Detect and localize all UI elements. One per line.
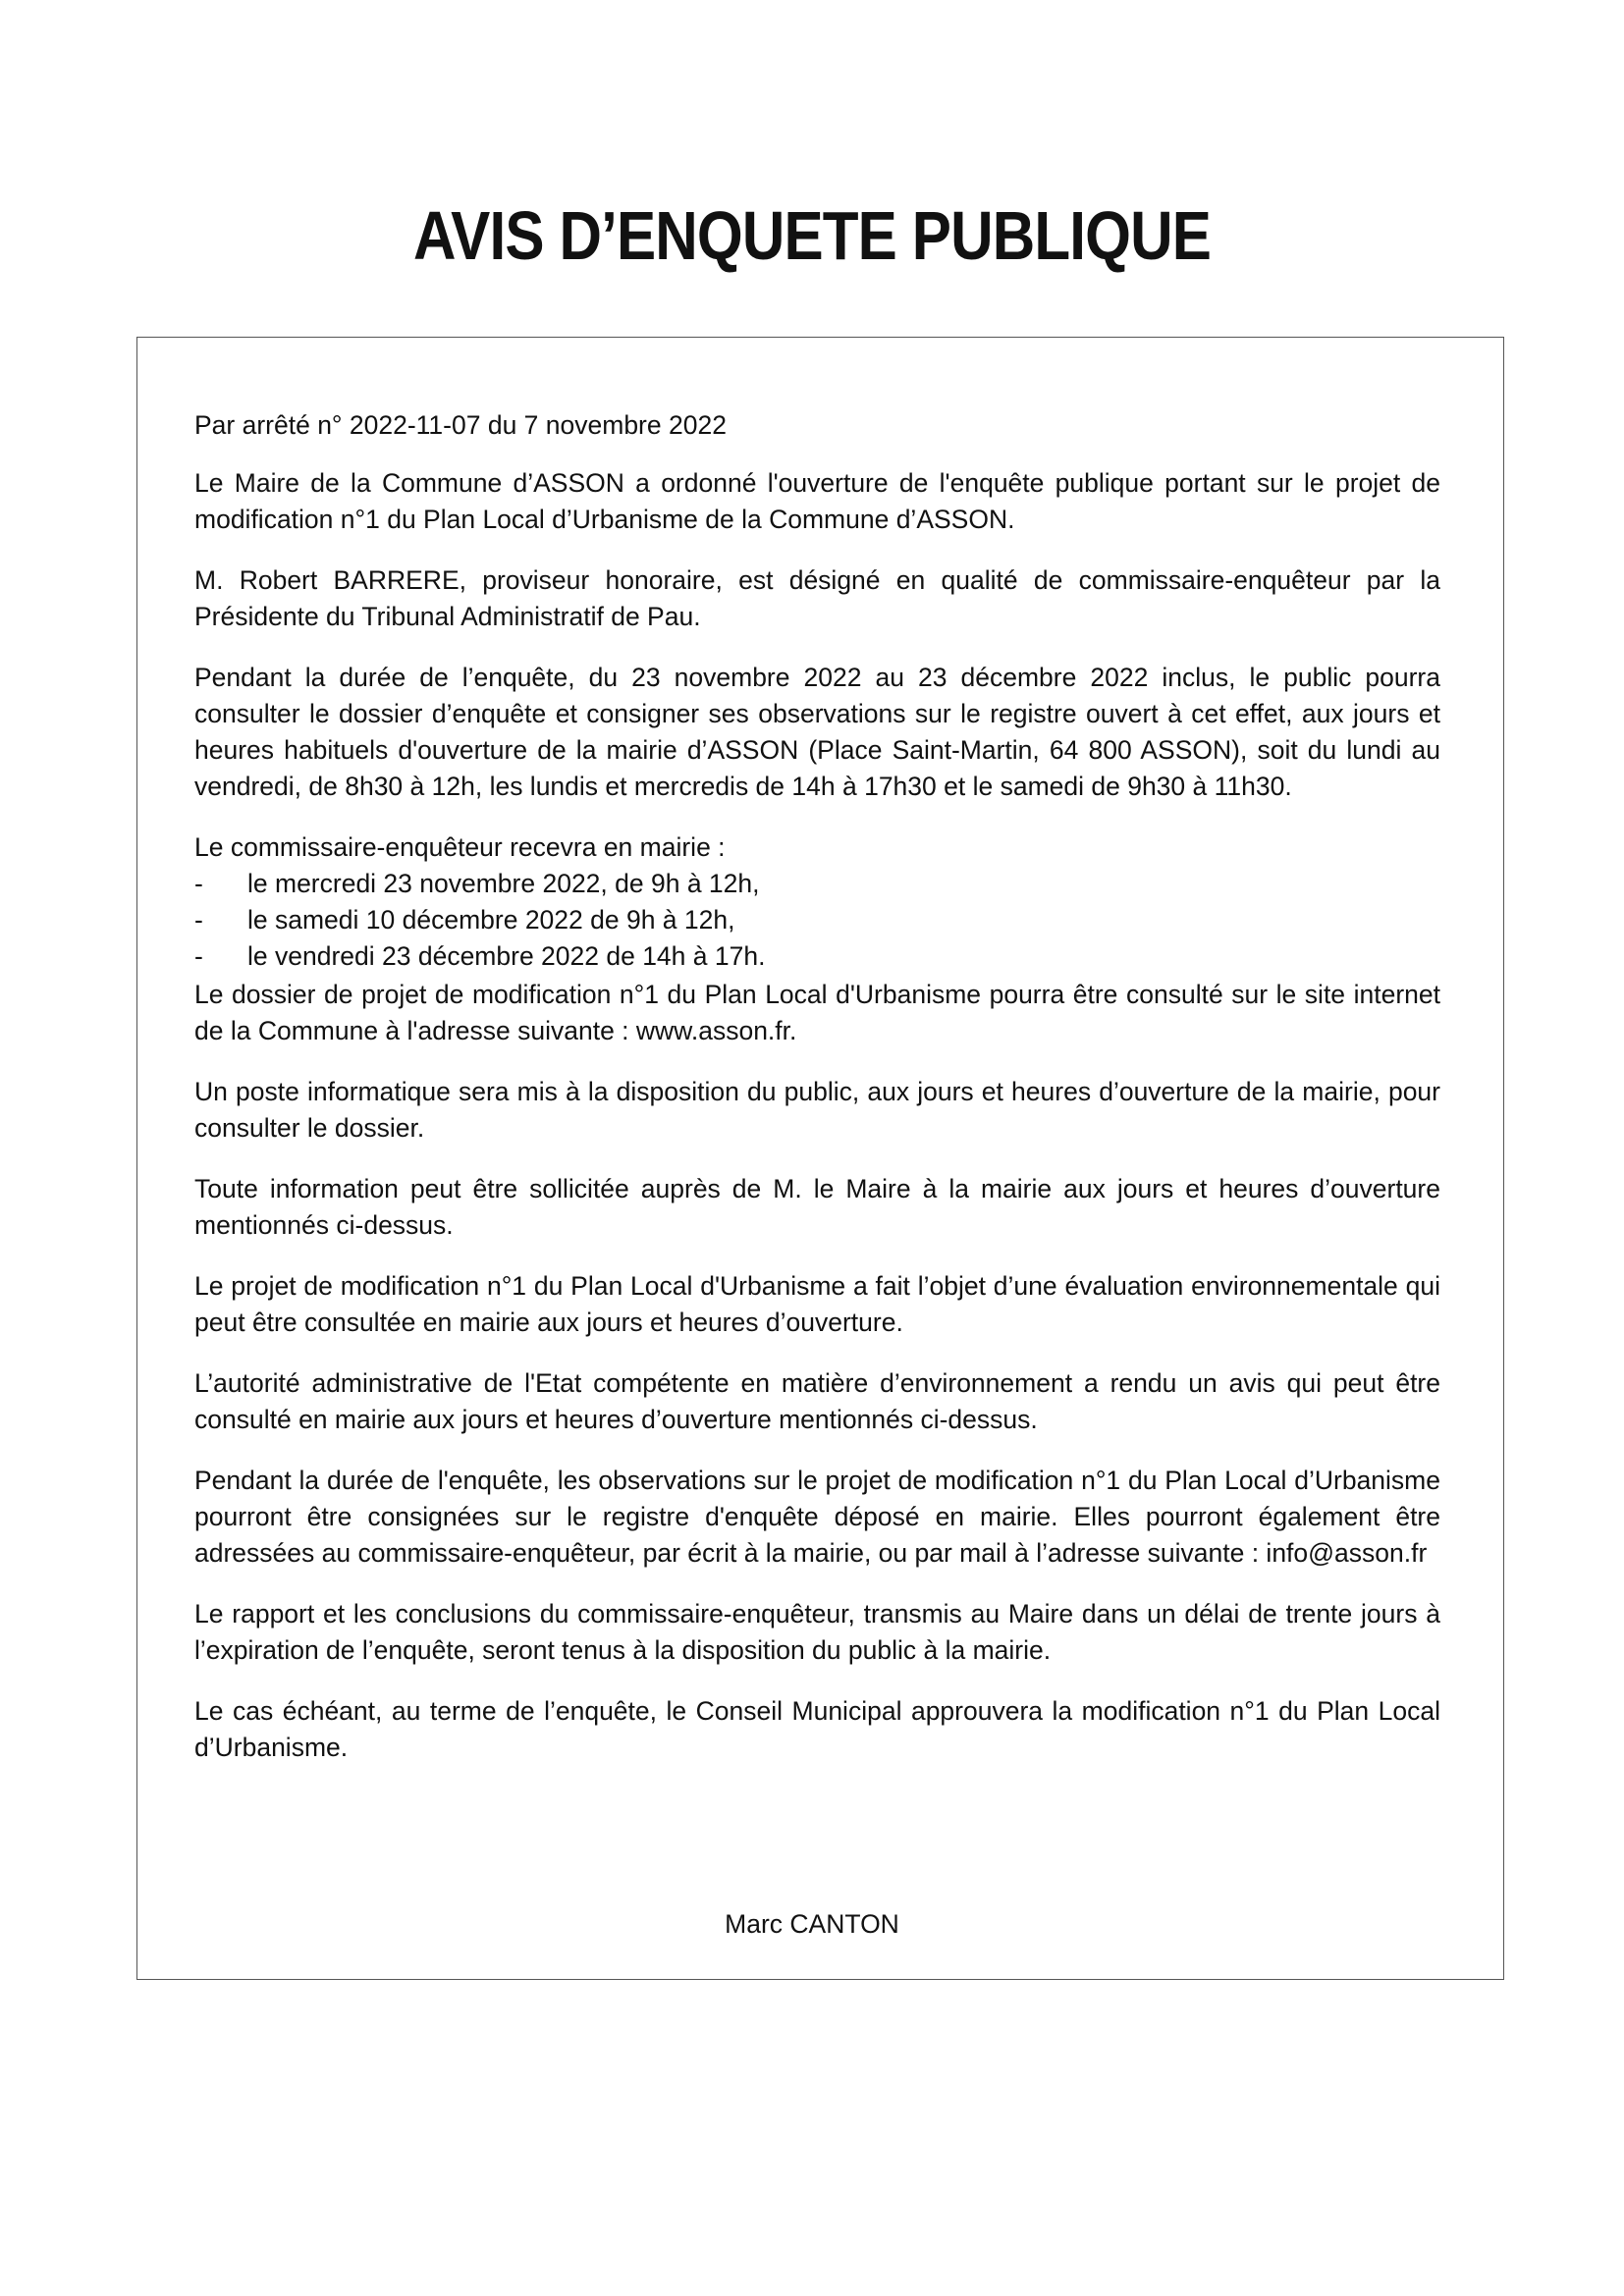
paragraph-environmental-evaluation: Le projet de modification n°1 du Plan Local d'Urbanisme a fait l’objet d’une évaluation environnementale qui peut être consultée en mairie aux jours et heures d’ouverture. [194, 1271, 1440, 1337]
paragraph-online-dossier: Le dossier de projet de modification n°1 du Plan Local d'Urbanisme pourra être consulté sur le site internet de la Commune à l'adresse suivante : www.asson.fr. [194, 980, 1440, 1045]
paragraph-inquiry-period: Pendant la durée de l’enquête, du 23 novembre 2022 au 23 décembre 2022 inclus, le public pourra consulter le dossier d’enquête et consigner ses observations sur le registre ouvert à cet effet, aux jours et heures habituels d'ouverture de la mairie d’ASSON (Place Saint-Martin, 64 800 ASSON), soit du lundi au vendredi, de 8h30 à 12h, les lundis et mercredis de 14h à 17h30 et le samedi de 9h30 à 11h30. [194, 663, 1440, 801]
page-title: AVIS D’ENQUETE PUBLIQUE [413, 197, 1211, 274]
paragraph-opening-order: Le Maire de la Commune d’ASSON a ordonné l'ouverture de l'enquête publique portant sur le projet de modification n°1 du Plan Local d’Urbanisme de la Commune d’ASSON. [194, 468, 1440, 534]
list-bullet: - [194, 905, 203, 934]
paragraph-commissioner-designation: M. Robert BARRERE, proviseur honoraire, est désigné en qualité de commissaire-enquêteur par la Présidente du Tribunal Administratif de Pau. [194, 565, 1440, 631]
list-bullet: - [194, 869, 203, 898]
paragraph-council-approval: Le cas échéant, au terme de l’enquête, le Conseil Municipal approuvera la modification n°1 du Plan Local d’Urbanisme. [194, 1696, 1440, 1762]
list-item-text: le samedi 10 décembre 2022 de 9h à 12h, [247, 905, 735, 934]
notice-body [194, 407, 1440, 1790]
list-bullet: - [194, 941, 203, 971]
list-item [194, 866, 1440, 902]
paragraph-computer-access: Un poste informatique sera mis à la disposition du public, aux jours et heures d’ouverture de la mairie, pour consulter le dossier. [194, 1077, 1440, 1143]
paragraph-report-conclusions: Le rapport et les conclusions du commissaire-enquêteur, transmis au Maire dans un délai de trente jours à l’expiration de l’enquête, seront tenus à la disposition du public à la mairie. [194, 1599, 1440, 1665]
paragraph-information-requests: Toute information peut être sollicitée auprès de M. le Maire à la mairie aux jours et heures d’ouverture mentionnés ci-dessus. [194, 1174, 1440, 1240]
signature-name: Marc CANTON [725, 1909, 899, 1939]
permanences-intro: Le commissaire-enquêteur recevra en mairie : [194, 832, 726, 862]
permanences-list [194, 866, 1440, 975]
permanences-section [194, 829, 1440, 975]
paragraph-observations: Pendant la durée de l'enquête, les observations sur le projet de modification n°1 du Plan Local d’Urbanisme pourront être consignées sur le registre d'enquête déposé en mairie. Elles pourront également être adressées au commissaire-enquêteur, par écrit à la mairie, ou par mail à l’adresse suivante : info@asson.fr [194, 1466, 1440, 1568]
list-item [194, 938, 1440, 975]
list-item-text: le vendredi 23 décembre 2022 de 14h à 17h. [247, 941, 766, 971]
list-item-text: le mercredi 23 novembre 2022, de 9h à 12h, [247, 869, 760, 898]
paragraph-authority-opinion: L’autorité administrative de l'Etat compétente en matière d’environnement a rendu un avis qui peut être consulté en mairie aux jours et heures d’ouverture mentionnés ci-dessus. [194, 1368, 1440, 1434]
list-item [194, 902, 1440, 938]
decree-reference: Par arrêté n° 2022-11-07 du 7 novembre 2022 [194, 410, 727, 440]
